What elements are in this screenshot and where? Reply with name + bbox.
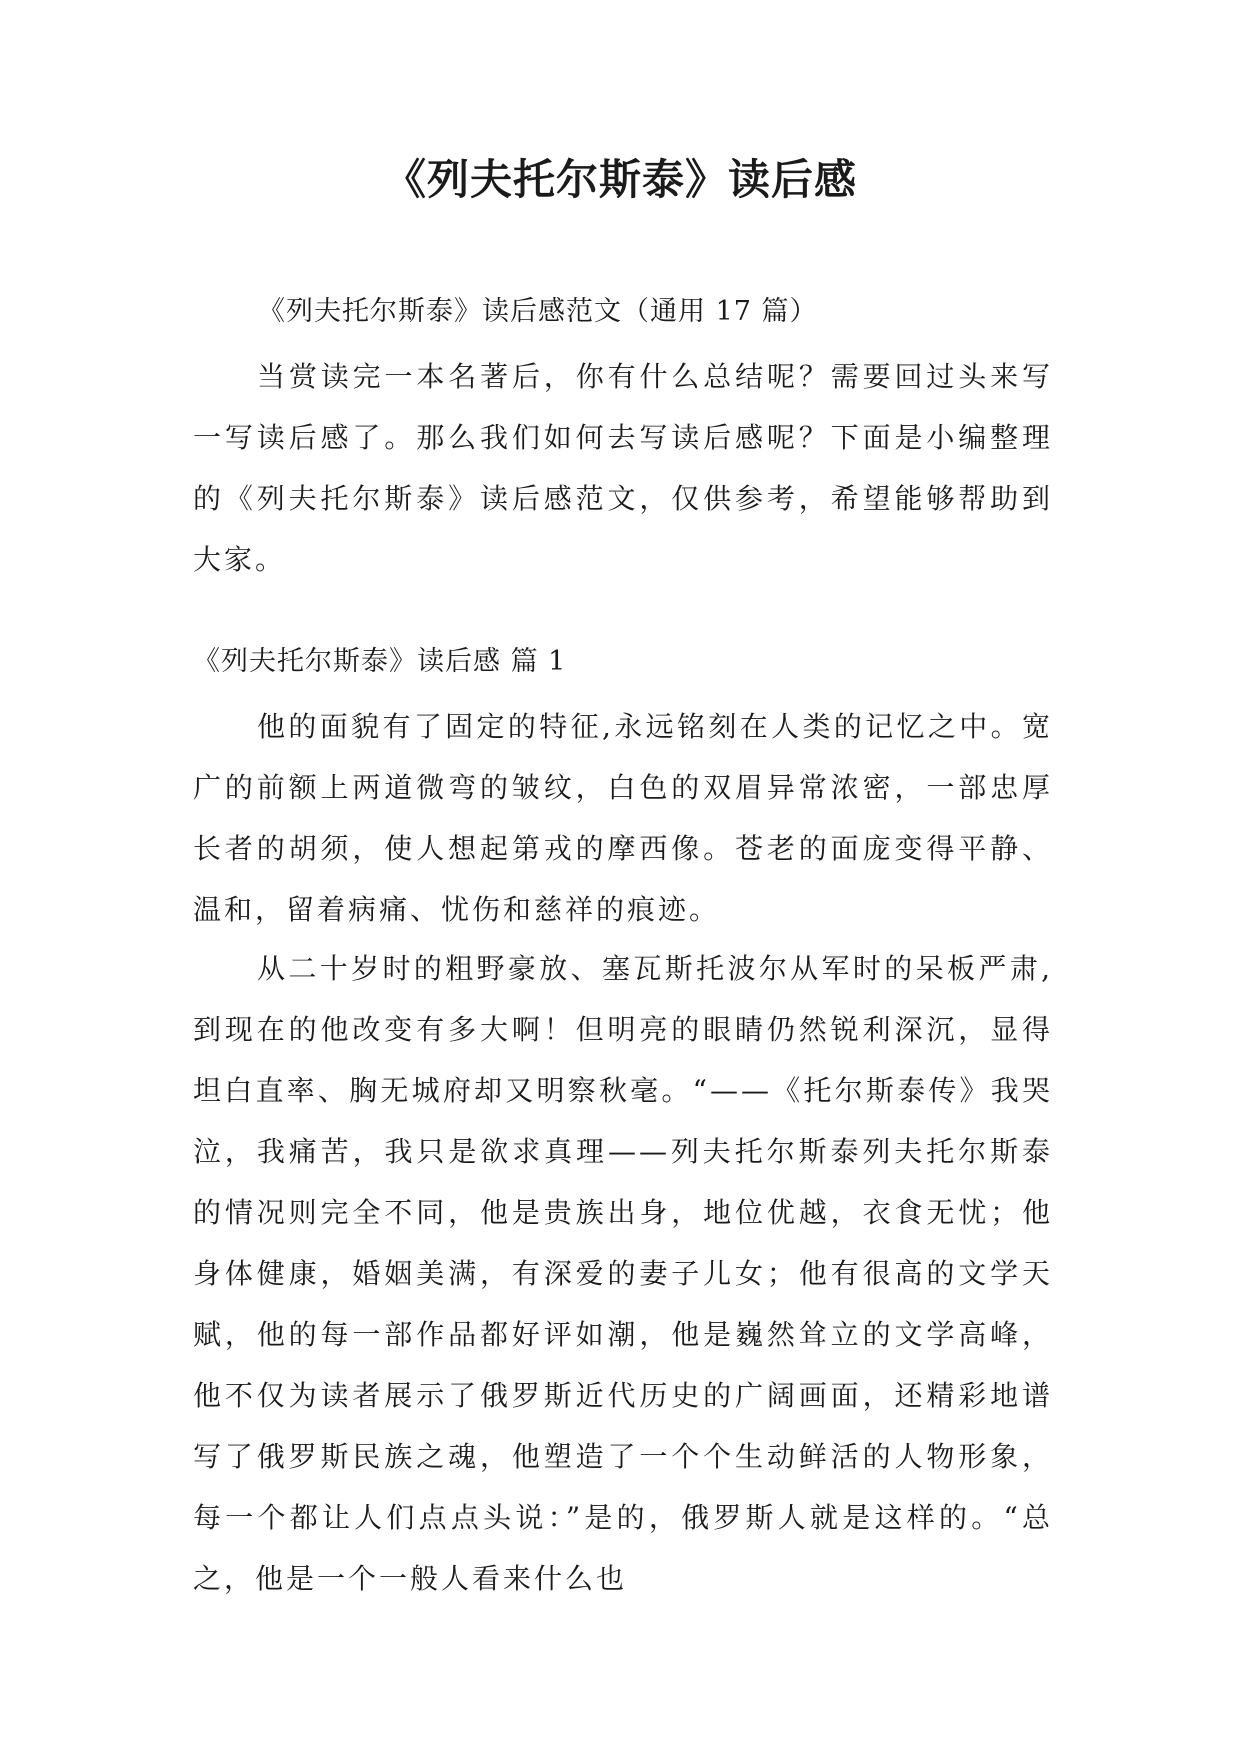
document-subtitle: 《列夫托尔斯泰》读后感范文（通用 17 篇） [258,296,818,327]
body-paragraph-2: 从二十岁时的粗野豪放、塞瓦斯托波尔从军时的呆板严肃,到现在的他改变有多大啊！但明亮的眼睛仍然锐利深沉，显得坦白直率、胸无城府却又明察秋毫。“——《托尔斯泰传》我哭泣，我痛苦，我只是欲求真理——列夫托尔斯泰列夫托尔斯泰的情况则完全不同，他是贵族出身，地位优越，衣食无忧；他身体健康，婚姻美满，有深爱的妻子儿女；他有很高的文学天赋，他的每一部作品都好评如潮，他是巍然耸立的文学高峰，他不仅为读者展示了俄罗斯近代历史的广阔画面，还精彩地谱写了俄罗斯民族之魂，他塑造了一个个生动鲜活的人物形象，每一个都让人们点点头说：”是的，俄罗斯人就是这样的。“总之，他是一个一般人看来什么也 [193,952,1053,1595]
document-title: 《列夫托尔斯泰》读后感 [383,155,857,204]
intro-paragraph: 当赏读完一本名著后，你有什么总结呢？需要回过头来写一写读后感了。那么我们如何去写读后感呢？下面是小编整理的《列夫托尔斯泰》读后感范文，仅供参考，希望能够帮助到大家。 [193,360,1053,576]
body-paragraph-1: 他的面貌有了固定的特征,永远铭刻在人类的记忆之中。宽广的前额上两道微弯的皱纹，白色的双眉异常浓密，一部忠厚长者的胡须，使人想起第戎的摩西像。苍老的面庞变得平静、温和，留着病痛、忧伤和慈祥的痕迹。 [193,710,1053,926]
section-heading: 《列夫托尔斯泰》读后感 篇 1 [193,646,567,677]
